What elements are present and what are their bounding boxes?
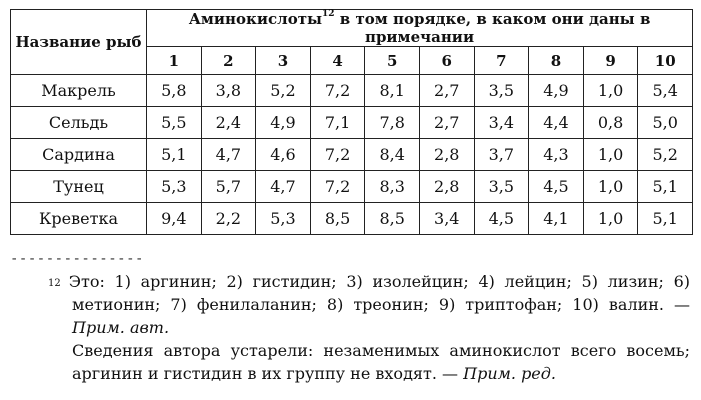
value-cell: 3,7 [474,139,529,171]
fish-name-cell: Тунец [11,171,147,203]
fish-name-cell: Сардина [11,139,147,171]
value-cell: 5,2 [256,75,311,107]
table-row [11,203,693,235]
fish-name-cell: Макрель [11,75,147,107]
value-cell: 3,5 [474,75,529,107]
table-row [11,171,693,203]
column-header-4: 4 [310,47,365,75]
value-cell: 4,3 [529,139,584,171]
value-cell: 8,5 [365,203,420,235]
column-header-5: 5 [365,47,420,75]
footnote-paragraph-1 [48,270,690,339]
value-cell: 3,4 [419,203,474,235]
value-cell: 5,1 [147,139,202,171]
value-cell: 4,4 [529,107,584,139]
value-cell: 1,0 [583,139,638,171]
column-header-2: 2 [201,47,256,75]
value-cell: 5,0 [638,107,693,139]
value-cell: 2,7 [419,75,474,107]
table-row [11,107,693,139]
amino-acids-group-header [147,10,693,47]
value-cell: 2,4 [201,107,256,139]
fish-name-header: Название рыб [11,10,147,75]
value-cell: 5,1 [638,203,693,235]
value-cell: 5,4 [638,75,693,107]
value-cell: 5,3 [256,203,311,235]
value-cell: 8,5 [310,203,365,235]
column-header-10: 10 [638,47,693,75]
value-cell: 9,4 [147,203,202,235]
table-row [11,75,693,107]
group-header-label: Аминокислоты [188,10,323,28]
value-cell: 4,5 [529,171,584,203]
amino-acid-table [10,9,693,235]
value-cell: 7,1 [310,107,365,139]
footnote-paragraph-2 [48,339,690,385]
value-cell: 2,8 [419,139,474,171]
value-cell: 4,9 [529,75,584,107]
value-cell: 8,3 [365,171,420,203]
value-cell: 5,2 [638,139,693,171]
value-cell: 2,7 [419,107,474,139]
fish-name-cell: Сельдь [11,107,147,139]
value-cell: 5,8 [147,75,202,107]
footnote-mark: 12 [48,278,61,289]
footnote-editor-note: Прим. ред. [463,364,556,383]
footnote-author-note: Прим. авт. [72,318,170,337]
value-cell: 3,5 [474,171,529,203]
footnote-ref: 12 [322,9,335,19]
value-cell: 5,1 [638,171,693,203]
value-cell: 1,0 [583,75,638,107]
value-cell: 7,2 [310,139,365,171]
value-cell: 4,9 [256,107,311,139]
group-header-rest: в том порядке, в каком они даны в примечании [334,10,651,46]
value-cell: 4,6 [256,139,311,171]
value-cell: 4,5 [474,203,529,235]
column-header-1: 1 [147,47,202,75]
value-cell: 2,8 [419,171,474,203]
column-header-6: 6 [419,47,474,75]
value-cell: 1,0 [583,171,638,203]
value-cell: 5,7 [201,171,256,203]
column-header-7: 7 [474,47,529,75]
value-cell: 7,2 [310,171,365,203]
value-cell: 3,4 [474,107,529,139]
value-cell: 4,7 [201,139,256,171]
fish-name-cell: Креветка [11,203,147,235]
footnote-divider: --------------- [10,251,144,267]
column-header-9: 9 [583,47,638,75]
footnote [48,270,690,385]
footnote-text-2: Сведения автора устарели: незаменимых аминокислот всего восемь; аргинин и гистидин в их группу не входят. — [72,341,690,383]
value-cell: 7,2 [310,75,365,107]
value-cell: 8,1 [365,75,420,107]
value-cell: 5,3 [147,171,202,203]
value-cell: 0,8 [583,107,638,139]
value-cell: 5,5 [147,107,202,139]
footnote-text-1: Это: 1) аргинин; 2) гистидин; 3) изолейцин; 4) лейцин; 5) лизин; 6) метионин; 7) фенилаланин; 8) треонин; 9) триптофан; 10) валин. — [68,272,690,314]
value-cell: 4,1 [529,203,584,235]
value-cell: 7,8 [365,107,420,139]
value-cell: 4,7 [256,171,311,203]
value-cell: 8,4 [365,139,420,171]
column-header-8: 8 [529,47,584,75]
value-cell: 2,2 [201,203,256,235]
table-row [11,139,693,171]
column-header-3: 3 [256,47,311,75]
value-cell: 3,8 [201,75,256,107]
value-cell: 1,0 [583,203,638,235]
